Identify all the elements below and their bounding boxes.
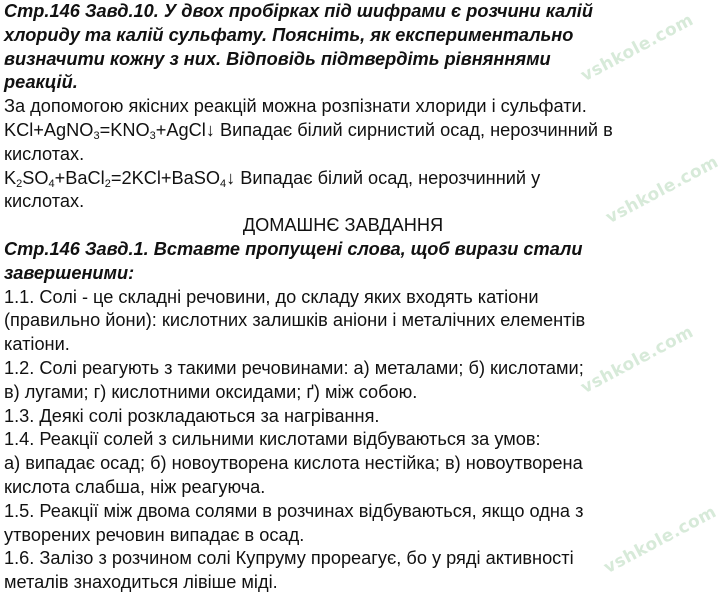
watermark: vshkole.com xyxy=(602,151,722,229)
answer-line: кислота слабша, ніж реагуюча. xyxy=(4,476,266,497)
task10-heading-line: визначити кожну з них. Відповідь підтвердіть рівняннями xyxy=(4,48,551,69)
equation-1-continuation: кислотах. xyxy=(4,143,85,164)
answer-line: (правильно йони): кислотних залишків аніони і металічних елементів xyxy=(4,310,586,331)
homework-heading-line: завершеними: xyxy=(4,262,135,283)
document-page xyxy=(4,0,682,595)
watermark: vshkole.com xyxy=(600,501,721,579)
equation-2-continuation: кислотах. xyxy=(4,191,85,212)
homework-title: ДОМАШНЄ ЗАВДАННЯ xyxy=(242,215,444,236)
answer-line: 1.4. Реакції солей з сильними кислотами відбуваються за умов: xyxy=(4,429,541,450)
task10-heading-line: реакцій. xyxy=(4,72,78,93)
answer-line: 1.3. Деякі солі розкладаються за нагрівання. xyxy=(4,405,380,426)
answer-line: катіони. xyxy=(4,334,70,355)
equation-2: $K_2SO_4+BaCl_2=2KCl+BaSO_4↓$ Випадає білий осад, нерозчинний у xyxy=(4,167,541,190)
task10-intro: За допомогою якісних реакцій можна розпізнати хлориди і сульфати. xyxy=(4,96,587,117)
homework-heading-line: Стр.146 Завд.1. Вставте пропущені слова, щоб вирази стали xyxy=(4,238,583,259)
task10-heading-line: Стр.146 Завд.10. У двох пробірках під шифрами є розчини калій xyxy=(4,1,593,21)
answer-line: 1.1. Солі - це складні речовини, до складу яких входять катіони xyxy=(4,286,539,307)
answer-line: 1.2. Солі реагують з такими речовинами: а) металами; б) кислотами; xyxy=(4,357,584,378)
watermark: vshkole.com xyxy=(577,9,698,87)
watermark: vshkole.com xyxy=(577,321,698,399)
answer-line: а) випадає осад; б) новоутворена кислота нестійка; в) новоутворена xyxy=(4,453,583,474)
task10-heading-line: хлориду та калій сульфату. Поясніть, як експериментально xyxy=(4,24,574,45)
answer-line: металів знаходиться лівіше міді. xyxy=(4,572,278,593)
answer-line: 1.5. Реакції між двома солями в розчинах відбуваються, якщо одна з xyxy=(4,500,584,521)
equation-1: $KCl+AgNO_3=KNO_3+AgCl↓$ Випадає білий сирнистий осад, нерозчинний в xyxy=(4,119,613,142)
answer-line: в) лугами; г) кислотними оксидами; ґ) між собою. xyxy=(4,381,418,402)
answer-line: 1.6. Залізо з розчином солі Купруму прореагує, бо у ряді активності xyxy=(4,548,574,569)
answer-line: утворених речовин випадає в осад. xyxy=(4,524,305,545)
